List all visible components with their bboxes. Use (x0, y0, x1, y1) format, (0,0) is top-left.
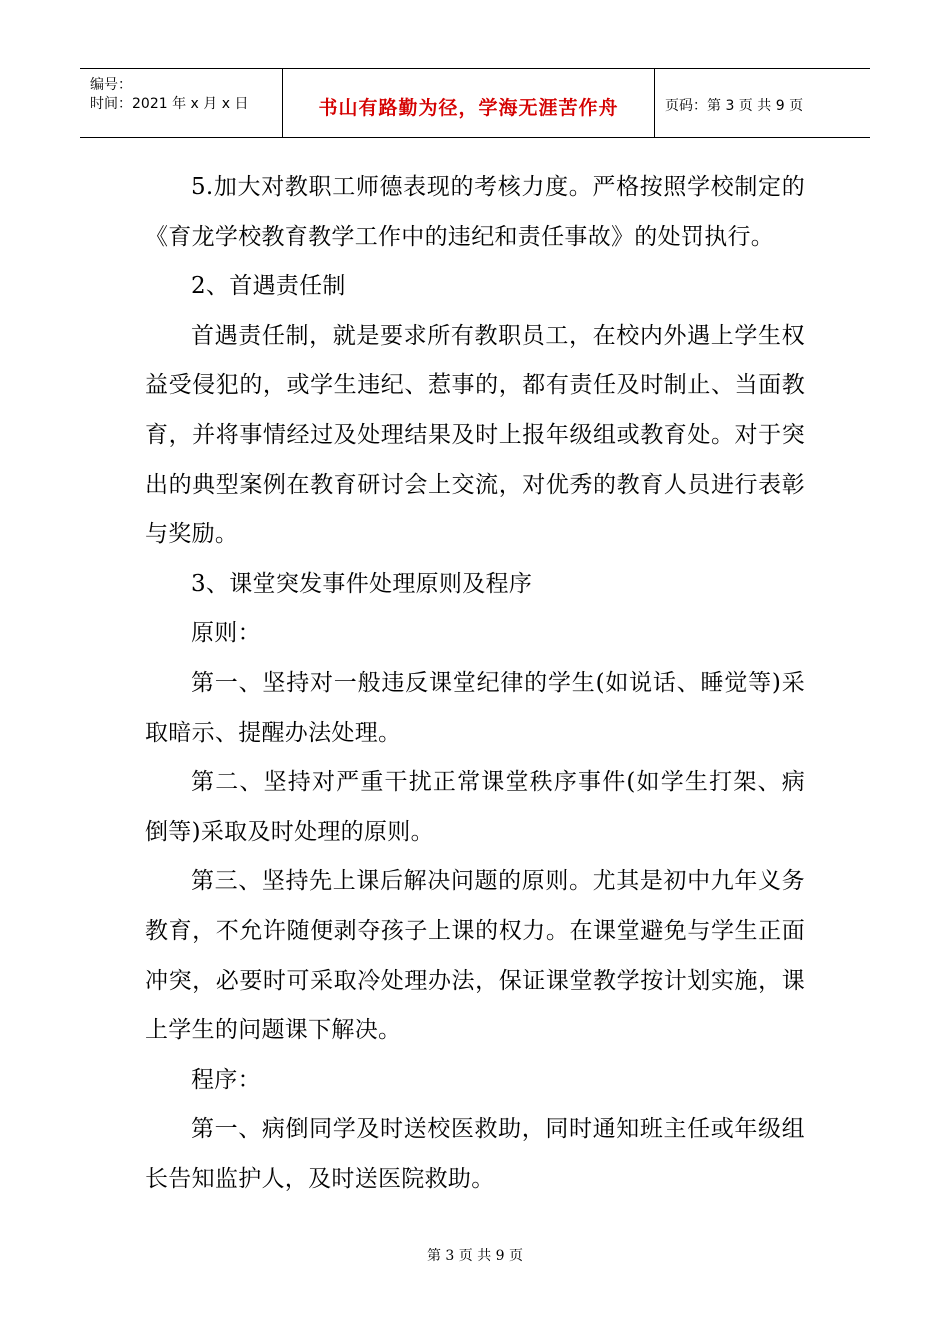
document-body (145, 163, 805, 1204)
paragraph: 3、课堂突发事件处理原则及程序 (191, 570, 533, 597)
date-label: 时间：2021 年 x 月 x 日 (90, 96, 249, 112)
paragraph: 首遇责任制，就是要求所有教职员工，在校内外遇上学生权益受侵犯的，或学生违纪、惹事的，都有责任及时制止、当面教育，并将事情经过及处理结果及时上报年级组或教育处。对于突出的典型案例在教育研讨会上交流，对优秀的教育人员进行表彰与奖励。 (145, 322, 805, 548)
paragraph: 程序： (191, 1066, 261, 1093)
motto: 书山有路勤为径，学海无涯苦作舟 (318, 97, 619, 119)
paragraph: 2、首遇责任制 (191, 273, 346, 300)
paragraph: 第二、坚持对严重干扰正常课堂秩序事件(如学生打架、病倒等)采取及时处理的原则。 (145, 769, 805, 845)
header-page-cell (655, 69, 870, 137)
serial-label: 编号： (90, 77, 132, 93)
page-label: 页码：第 3 页 共 9 页 (665, 98, 804, 114)
paragraph: 第一、坚持对一般违反课堂纪律的学生(如说话、睡觉等)采取暗示、提醒办法处理。 (145, 669, 805, 746)
paragraph: 第一、病倒同学及时送校医救助，同时通知班主任或年级组长告知监护人，及时送医院救助。 (145, 1116, 805, 1192)
header-motto-cell (283, 69, 655, 137)
page-footer: 第 3 页 共 9 页 (426, 1248, 524, 1264)
header-table (80, 68, 870, 138)
paragraph: 原则： (191, 620, 261, 647)
header-meta-cell (80, 69, 283, 137)
paragraph: 第三、坚持先上课后解决问题的原则。尤其是初中九年义务教育，不允许随便剥夺孩子上课的权力。在课堂避免与学生正面冲突，必要时可采取冷处理办法，保证课堂教学按计划实施，课上学生的问题课下解决。 (145, 868, 805, 1044)
paragraph: 5.加大对教职工师德表现的考核力度。严格按照学校制定的《育龙学校教育教学工作中的违纪和责任事故》的处罚执行。 (145, 174, 805, 250)
